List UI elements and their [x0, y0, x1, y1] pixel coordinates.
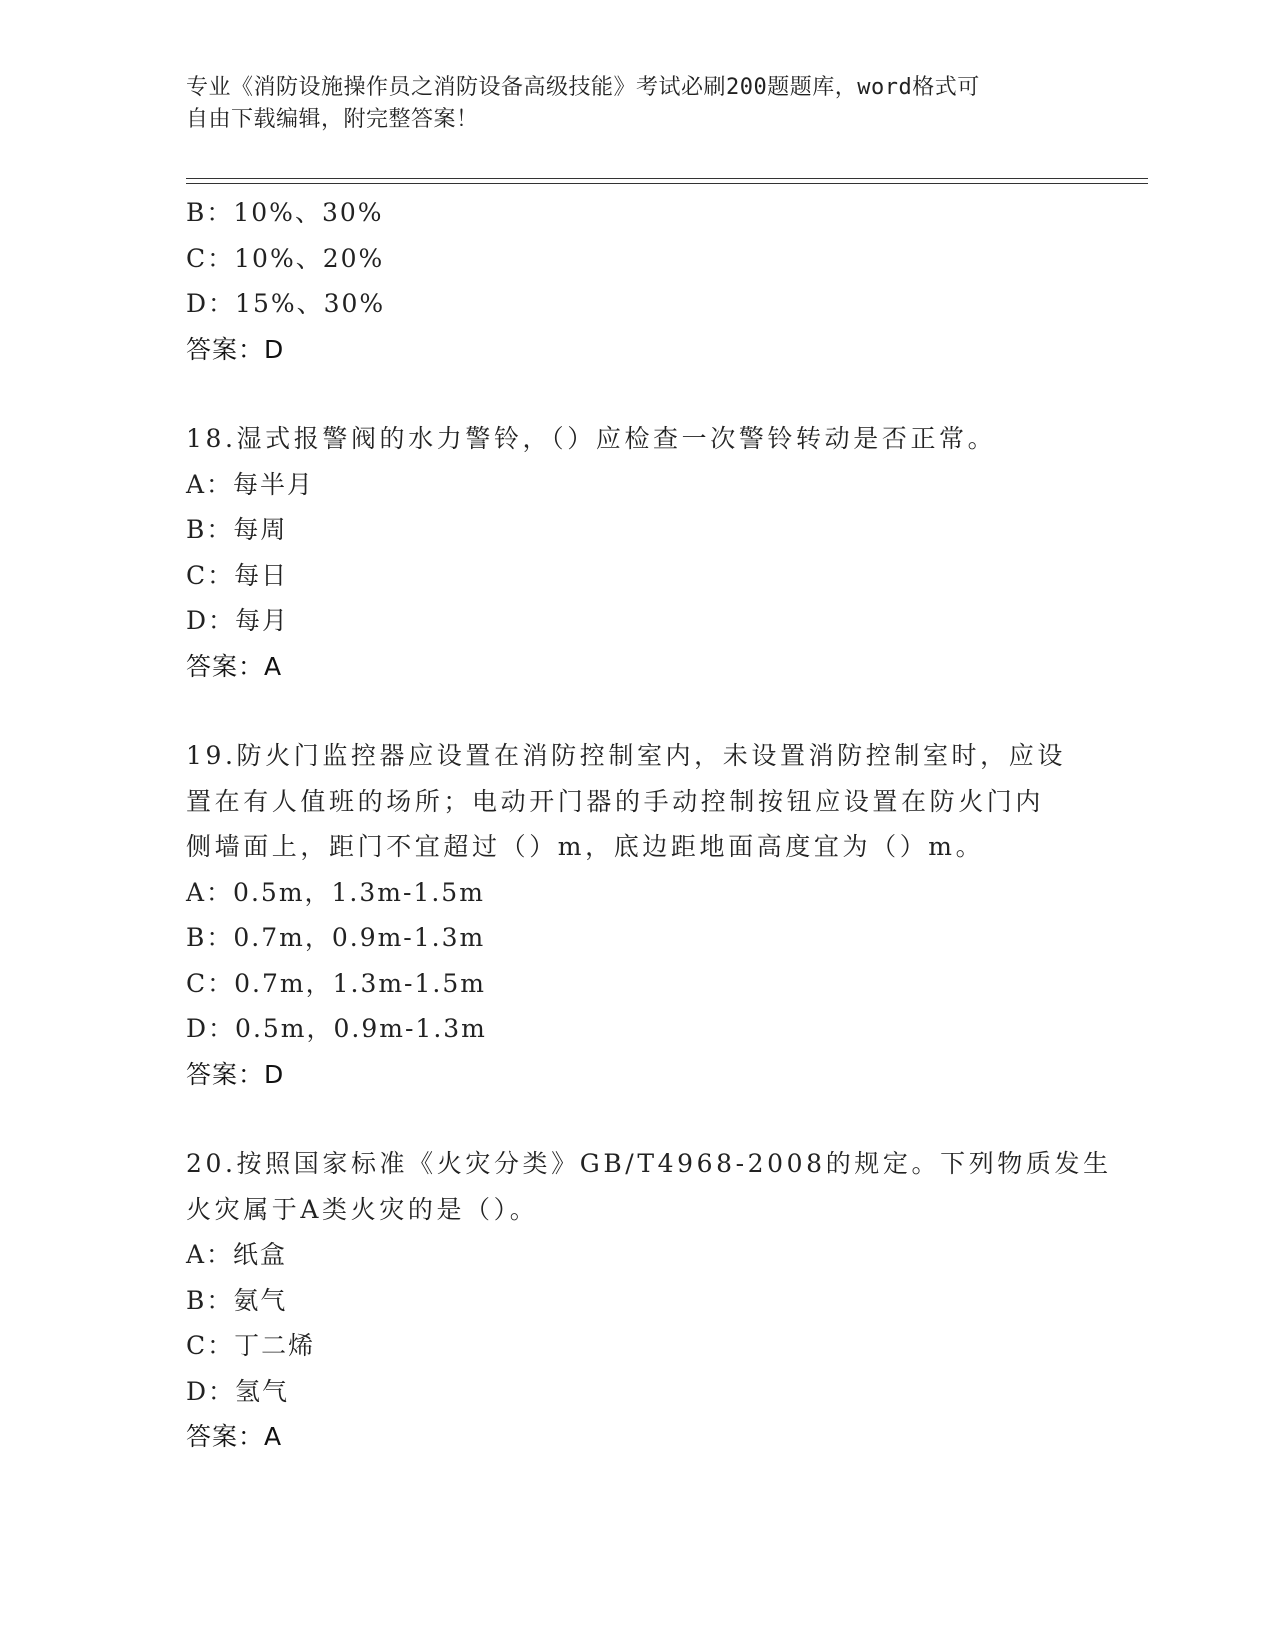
spacer: [186, 689, 1086, 733]
option-d: D：每月: [186, 606, 290, 635]
question-19: [186, 733, 1086, 1097]
option-a: A：0.5m，1.3m-1.5m: [186, 877, 485, 907]
answer: 答案：A: [186, 651, 283, 681]
option-a: A：纸盒: [186, 1240, 288, 1269]
question-text-line-2: 火灾属于A类火灾的是（）。: [186, 1194, 539, 1224]
question-text-line-1: 20.按照国家标准《火灾分类》GB/T4968-2008的规定。下列物质发生: [186, 1149, 1112, 1178]
question-text-line-2: 置在有人值班的场所；电动开门器的手动控制按钮应设置在防火门内: [186, 786, 1045, 816]
question-text-line-3: 侧墙面上，距门不宜超过（）m，底边距地面高度宜为（）m。: [186, 832, 985, 861]
option-d: D：0.5m，0.9m-1.3m: [186, 1014, 487, 1043]
option-c: C：0.7m，1.3m-1.5m: [186, 968, 486, 998]
question-17: [186, 190, 1086, 372]
option-c: C：每日: [186, 560, 289, 590]
question-text: 18.湿式报警阀的水力警铃，（）应检查一次警铃转动是否正常。: [186, 424, 997, 453]
option-b: B：0.7m，0.9m-1.3m: [186, 923, 486, 952]
header-divider-bottom: [186, 183, 1148, 184]
question-20: [186, 1141, 1112, 1460]
option-d: D：15%、30%: [186, 289, 386, 318]
option-c: C：10%、20%: [186, 243, 385, 273]
answer: 答案：A: [186, 1422, 283, 1451]
answer: 答案：D: [186, 334, 285, 364]
document-header: [186, 72, 1066, 136]
spacer: [186, 372, 1086, 416]
header-divider-top: [186, 178, 1148, 179]
option-a: A：每半月: [186, 469, 315, 499]
question-18: [186, 416, 1086, 689]
option-b: B：氨气: [186, 1285, 288, 1315]
option-b: B：每周: [186, 515, 288, 544]
option-b: B：10%、30%: [186, 198, 384, 227]
spacer: [186, 1097, 1086, 1141]
option-c: C：丁二烯: [186, 1331, 316, 1360]
header-line-2: 自由下载编辑，附完整答案！: [186, 107, 479, 132]
header-line-1: 专业《消防设施操作员之消防设备高级技能》考试必刷200题题库，word格式可: [186, 75, 980, 100]
answer: 答案：D: [186, 1059, 285, 1089]
option-d: D：氢气: [186, 1376, 290, 1406]
question-list: [186, 190, 1112, 1460]
question-text-line-1: 19.防火门监控器应设置在消防控制室内，未设置消防控制室时，应设: [186, 741, 1066, 770]
